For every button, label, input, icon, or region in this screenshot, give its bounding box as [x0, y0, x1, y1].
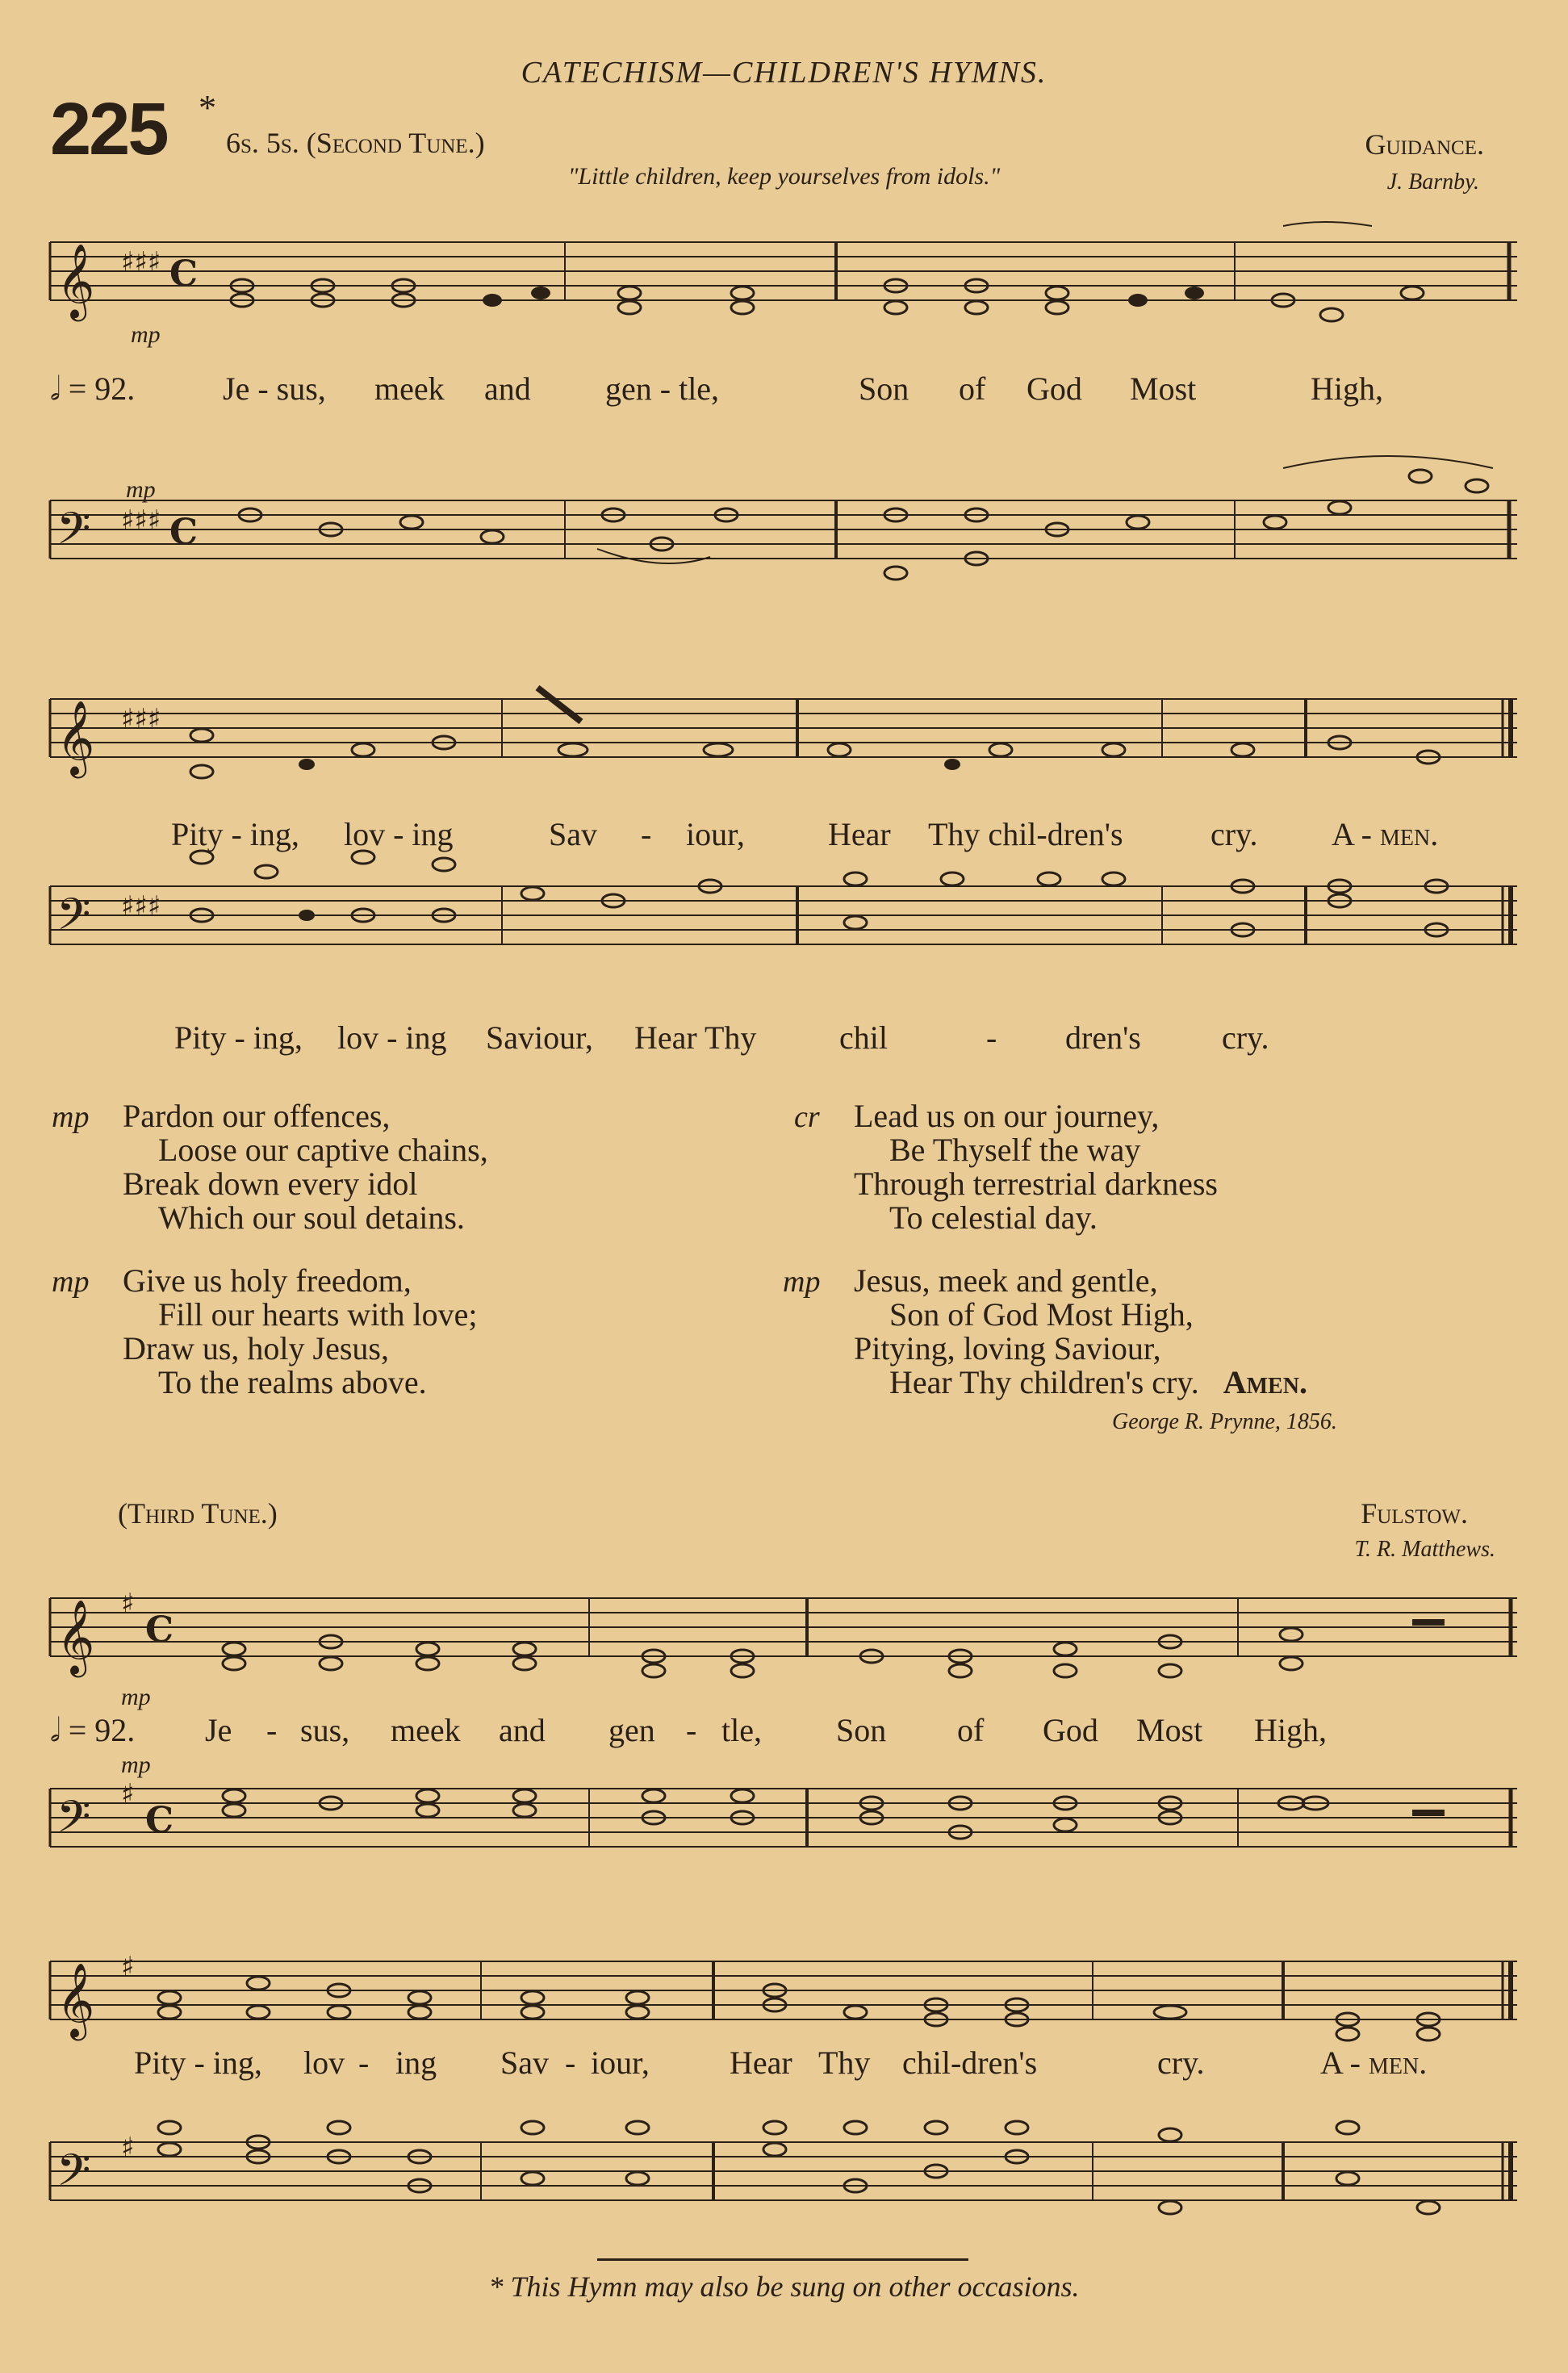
lyric: God — [1043, 1712, 1098, 1748]
hymn-epigraph: "Little children, keep yourselves from idols." — [567, 163, 1001, 190]
tune2-system2-score — [0, 1929, 1568, 2236]
verse-line: To celestial day. — [889, 1199, 1098, 1236]
lyric: Thy — [818, 2044, 871, 2081]
lyric: lov — [303, 2044, 345, 2081]
lyric: iour, — [686, 816, 745, 852]
lyric: Thy chil-dren's — [928, 816, 1123, 852]
lyric: Hear — [730, 2044, 792, 2081]
svg-text:𝄢: 𝄢 — [56, 1791, 91, 1853]
lyric: of — [959, 370, 986, 407]
lyric: High, — [1311, 370, 1383, 407]
svg-text:♯♯♯: ♯♯♯ — [121, 890, 161, 923]
tune1-name: Guidance. — [1365, 128, 1484, 161]
lyric: Son — [836, 1712, 887, 1748]
lyric: sus, — [300, 1712, 350, 1748]
svg-text:C: C — [145, 1609, 174, 1651]
lyric: Sav — [549, 816, 597, 852]
tune2-label: (Third Tune.) — [118, 1497, 278, 1530]
verse-line: Fill our hearts with love; — [158, 1296, 478, 1333]
verse-dynamic: mp — [783, 1265, 821, 1299]
lyric: gen — [608, 1712, 655, 1748]
lyric-amen: A - men. — [1332, 816, 1439, 852]
svg-text:♯: ♯ — [121, 2132, 135, 2164]
treble-staff — [50, 242, 1517, 300]
lyric: cry. — [1222, 1019, 1269, 1056]
svg-text:C: C — [145, 1800, 174, 1841]
lyric: chil-dren's — [902, 2044, 1038, 2081]
verse-line: Pardon our offences, — [123, 1098, 391, 1134]
tune1-treble-dynamic: mp — [131, 321, 161, 348]
verse-line: Hear Thy children's cry. — [889, 1364, 1199, 1400]
lyric: - — [266, 1712, 278, 1748]
running-header: CATECHISM—CHILDREN'S HYMNS. — [521, 56, 1047, 90]
treble-clef-icon: 𝄞 — [56, 243, 95, 318]
tune2-name: Fulstow. — [1361, 1497, 1468, 1530]
lyric: Most — [1136, 1712, 1203, 1748]
lyric: Hear Thy — [634, 1019, 757, 1056]
key-signature-sharps: ♯♯♯ — [121, 246, 161, 278]
lyric: Pity - ing, — [171, 816, 299, 852]
tune1-bass-dynamic: mp — [126, 476, 156, 503]
svg-text:♯: ♯ — [121, 1778, 135, 1810]
svg-text:𝄞: 𝄞 — [56, 1599, 95, 1674]
lyric: - — [641, 816, 652, 852]
verse-amen: Amen. — [1223, 1364, 1307, 1400]
lyric: Saviour, — [486, 1019, 593, 1056]
verse-3 — [123, 1264, 478, 1400]
lyric: Je - sus, — [223, 370, 326, 407]
svg-text:♯: ♯ — [121, 1951, 135, 1983]
lyric: iour, — [591, 2044, 650, 2081]
verse-dynamic: mp — [52, 1100, 90, 1134]
svg-text:♯♯♯: ♯♯♯ — [121, 504, 161, 537]
tune2-tempo: 𝅗𝅥 = 92. — [50, 1712, 136, 1748]
svg-text:C: C — [169, 512, 199, 553]
svg-text:𝄢: 𝄢 — [56, 2145, 91, 2207]
tune1-system1-score — [0, 210, 1568, 613]
hymn-number: 225 — [50, 88, 167, 170]
verse-dynamic: cr — [794, 1100, 820, 1134]
tune2-bass-dynamic: mp — [121, 1752, 151, 1778]
svg-text:𝄞: 𝄞 — [56, 700, 95, 775]
lyric: lov - ing — [337, 1019, 447, 1056]
lyric: Je — [205, 1712, 232, 1748]
verse-line: Which our soul detains. — [158, 1199, 465, 1236]
lyric: cry. — [1157, 2044, 1205, 2081]
svg-text:𝄞: 𝄞 — [56, 1962, 95, 2037]
verse-line: Be Thyself the way — [889, 1132, 1141, 1168]
lyric: - — [986, 1019, 997, 1056]
lyric: - — [358, 2044, 370, 2081]
footnote-rule — [597, 2258, 968, 2261]
lyric: High, — [1254, 1712, 1327, 1748]
lyric: Pity - ing, — [174, 1019, 303, 1056]
verse-2 — [123, 1099, 488, 1235]
lyric: of — [957, 1712, 985, 1748]
verse-line: Jesus, meek and gentle, — [854, 1262, 1158, 1299]
verse-line: Break down every idol — [123, 1166, 418, 1202]
verse-4 — [854, 1099, 1218, 1235]
tune2-treble-dynamic: mp — [121, 1684, 151, 1710]
tune2-composer: T. R. Matthews. — [1354, 1537, 1495, 1562]
hymn-meter: 6s. 5s. (Second Tune.) — [226, 127, 485, 159]
lyric: Most — [1130, 370, 1197, 407]
lyric: meek — [391, 1712, 461, 1748]
verse-line: Son of God Most High, — [889, 1296, 1194, 1333]
lyric: - — [565, 2044, 576, 2081]
tune2-system1-score — [0, 1566, 1568, 1889]
lyric: Son — [859, 370, 909, 407]
lyric-amen: A - men. — [1320, 2044, 1428, 2081]
lyric: chil — [839, 1019, 888, 1056]
verse-line: To the realms above. — [158, 1364, 427, 1400]
lyric: and — [499, 1712, 546, 1748]
hymn-author: George R. Prynne, 1856. — [1112, 1409, 1337, 1434]
verse-dynamic: mp — [52, 1265, 90, 1299]
footnote: * This Hymn may also be sung on other occasions. — [488, 2270, 1080, 2303]
tune1-composer: J. Barnby. — [1386, 170, 1479, 195]
lyric: - — [686, 1712, 697, 1748]
lyric: cry. — [1210, 816, 1258, 852]
tune1-tempo: 𝅗𝅥 = 92. — [50, 370, 136, 407]
verse-line: Give us holy freedom, — [123, 1262, 412, 1299]
lyric: lov - ing — [344, 816, 454, 852]
lyric: and — [484, 370, 531, 407]
lyric: Pity - ing, — [134, 2044, 262, 2081]
verse-5 — [854, 1264, 1307, 1400]
lyric: ing — [395, 2044, 437, 2081]
lyric: dren's — [1065, 1019, 1141, 1056]
lyric: tle, — [721, 1712, 762, 1748]
svg-text:♯♯♯: ♯♯♯ — [121, 703, 161, 735]
verse-line: Loose our captive chains, — [158, 1132, 488, 1168]
footnote-mark: * — [199, 88, 216, 128]
verse-line: Through terrestrial darkness — [854, 1166, 1218, 1202]
svg-text:♯: ♯ — [121, 1588, 135, 1620]
svg-text:𝄢: 𝄢 — [56, 889, 91, 951]
lyric: meek — [374, 370, 445, 407]
verse-line: Draw us, holy Jesus, — [123, 1330, 389, 1366]
verse-line: Pitying, loving Saviour, — [854, 1330, 1161, 1366]
lyric: gen - tle, — [605, 370, 720, 407]
verse-line: Lead us on our journey, — [854, 1098, 1160, 1134]
bass-staff — [50, 500, 1517, 559]
lyric: Sav — [500, 2044, 549, 2081]
lyric: God — [1027, 370, 1082, 407]
bass-clef-icon: 𝄢 — [56, 503, 91, 565]
common-time-icon: C — [169, 253, 199, 295]
lyric: Hear — [828, 816, 891, 852]
